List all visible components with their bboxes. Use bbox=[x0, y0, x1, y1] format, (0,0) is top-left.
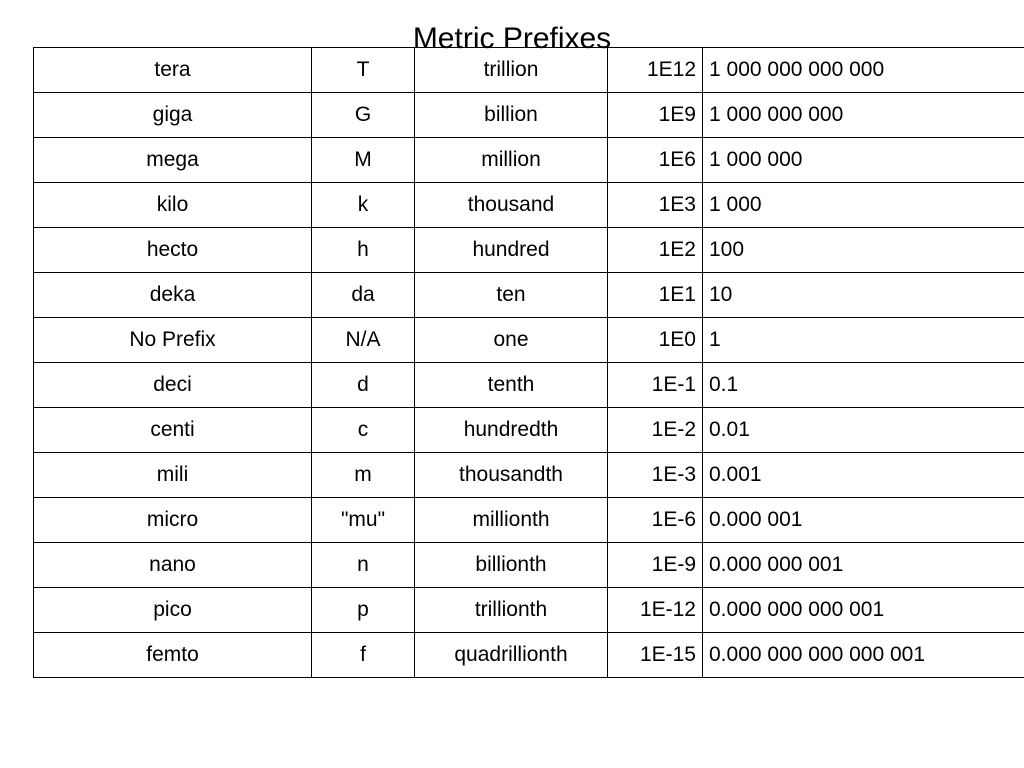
cell-value: 0.1 bbox=[703, 363, 1024, 408]
cell-prefix: kilo bbox=[34, 183, 312, 228]
cell-value: 1 000 000 bbox=[703, 138, 1024, 183]
table-row bbox=[34, 48, 1024, 93]
cell-exponent: 1E-12 bbox=[608, 588, 703, 633]
cell-value: 0.001 bbox=[703, 453, 1024, 498]
cell-word: thousand bbox=[415, 183, 608, 228]
cell-value: 10 bbox=[703, 273, 1024, 318]
cell-prefix: No Prefix bbox=[34, 318, 312, 363]
cell-value: 0.000 001 bbox=[703, 498, 1024, 543]
cell-prefix: giga bbox=[34, 93, 312, 138]
cell-value: 0.01 bbox=[703, 408, 1024, 453]
cell-symbol: p bbox=[312, 588, 415, 633]
table-row bbox=[34, 318, 1024, 363]
cell-symbol: M bbox=[312, 138, 415, 183]
cell-exponent: 1E-6 bbox=[608, 498, 703, 543]
cell-prefix: pico bbox=[34, 588, 312, 633]
cell-prefix: femto bbox=[34, 633, 312, 678]
cell-value: 100 bbox=[703, 228, 1024, 273]
cell-prefix: tera bbox=[34, 48, 312, 93]
cell-value: 0.000 000 000 000 001 bbox=[703, 633, 1024, 678]
cell-value: 1 000 bbox=[703, 183, 1024, 228]
cell-exponent: 1E6 bbox=[608, 138, 703, 183]
cell-word: billion bbox=[415, 93, 608, 138]
cell-word: billionth bbox=[415, 543, 608, 588]
cell-word: tenth bbox=[415, 363, 608, 408]
cell-symbol: "mu" bbox=[312, 498, 415, 543]
cell-prefix: mili bbox=[34, 453, 312, 498]
cell-prefix: nano bbox=[34, 543, 312, 588]
cell-word: quadrillionth bbox=[415, 633, 608, 678]
cell-value: 1 bbox=[703, 318, 1024, 363]
table-row bbox=[34, 633, 1024, 678]
table-row bbox=[34, 453, 1024, 498]
cell-symbol: n bbox=[312, 543, 415, 588]
cell-symbol: G bbox=[312, 93, 415, 138]
cell-prefix: mega bbox=[34, 138, 312, 183]
cell-exponent: 1E12 bbox=[608, 48, 703, 93]
cell-exponent: 1E9 bbox=[608, 93, 703, 138]
cell-symbol: k bbox=[312, 183, 415, 228]
cell-prefix: deci bbox=[34, 363, 312, 408]
table-body bbox=[34, 48, 1024, 678]
table-row bbox=[34, 498, 1024, 543]
cell-word: trillionth bbox=[415, 588, 608, 633]
cell-word: hundredth bbox=[415, 408, 608, 453]
table-row bbox=[34, 138, 1024, 183]
page-title: Metric Prefixes bbox=[412, 22, 612, 55]
cell-prefix: micro bbox=[34, 498, 312, 543]
table-row bbox=[34, 183, 1024, 228]
cell-word: hundred bbox=[415, 228, 608, 273]
table-row bbox=[34, 363, 1024, 408]
metric-prefixes-table-container bbox=[33, 47, 990, 678]
cell-symbol: T bbox=[312, 48, 415, 93]
cell-exponent: 1E3 bbox=[608, 183, 703, 228]
cell-symbol: N/A bbox=[312, 318, 415, 363]
cell-prefix: deka bbox=[34, 273, 312, 318]
cell-word: ten bbox=[415, 273, 608, 318]
table-row bbox=[34, 93, 1024, 138]
cell-exponent: 1E-3 bbox=[608, 453, 703, 498]
cell-exponent: 1E1 bbox=[608, 273, 703, 318]
table-row bbox=[34, 273, 1024, 318]
table-row bbox=[34, 228, 1024, 273]
cell-exponent: 1E-2 bbox=[608, 408, 703, 453]
cell-word: trillion bbox=[415, 48, 608, 93]
table-row bbox=[34, 408, 1024, 453]
cell-symbol: c bbox=[312, 408, 415, 453]
cell-symbol: h bbox=[312, 228, 415, 273]
cell-exponent: 1E2 bbox=[608, 228, 703, 273]
cell-word: one bbox=[415, 318, 608, 363]
cell-symbol: da bbox=[312, 273, 415, 318]
cell-symbol: d bbox=[312, 363, 415, 408]
cell-exponent: 1E-1 bbox=[608, 363, 703, 408]
cell-symbol: m bbox=[312, 453, 415, 498]
cell-exponent: 1E-15 bbox=[608, 633, 703, 678]
cell-exponent: 1E-9 bbox=[608, 543, 703, 588]
cell-value: 1 000 000 000 bbox=[703, 93, 1024, 138]
table-row bbox=[34, 543, 1024, 588]
table-row bbox=[34, 588, 1024, 633]
cell-exponent: 1E0 bbox=[608, 318, 703, 363]
cell-word: thousandth bbox=[415, 453, 608, 498]
cell-value: 1 000 000 000 000 bbox=[703, 48, 1024, 93]
cell-prefix: hecto bbox=[34, 228, 312, 273]
cell-value: 0.000 000 001 bbox=[703, 543, 1024, 588]
metric-prefixes-table bbox=[33, 47, 1024, 678]
cell-prefix: centi bbox=[34, 408, 312, 453]
cell-word: million bbox=[415, 138, 608, 183]
cell-symbol: f bbox=[312, 633, 415, 678]
cell-word: millionth bbox=[415, 498, 608, 543]
cell-value: 0.000 000 000 001 bbox=[703, 588, 1024, 633]
